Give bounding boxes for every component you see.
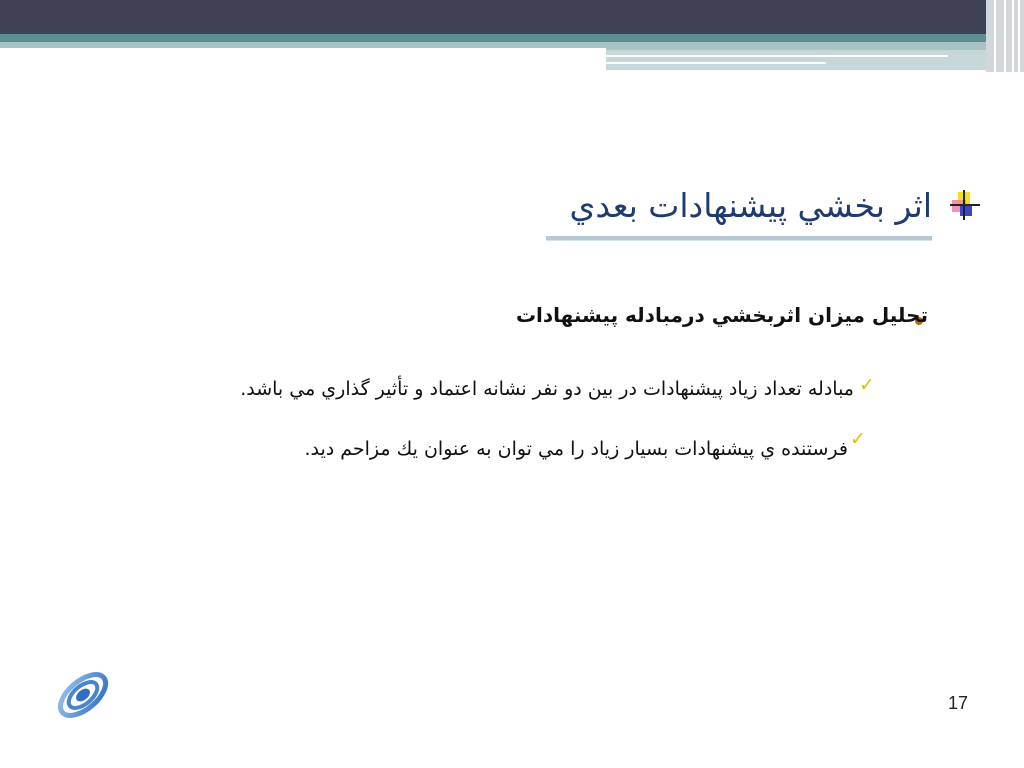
vertical-stripe — [1004, 0, 1006, 72]
header-vertical-stripes — [986, 0, 1024, 72]
slide-title-wrapper — [570, 180, 932, 232]
check-icon: ✓ — [859, 374, 875, 396]
vertical-stripe — [1018, 0, 1020, 72]
header-right-line — [606, 55, 948, 57]
swirl-logo-icon — [55, 666, 111, 724]
page-number: 17 — [948, 693, 969, 713]
vertical-stripe — [1012, 0, 1014, 72]
bullet-text: تحليل ميزان اثربخشي درمبادله پيشنهادات — [515, 303, 928, 327]
header-right-line — [606, 62, 826, 64]
header-white-line — [0, 48, 606, 51]
title-underline — [546, 240, 932, 241]
check-item-text: مبادله تعداد زياد پيشنهادات در بين دو نفر نشانه اعتماد و تأثير گذاري مي باشد. — [240, 378, 854, 400]
decorative-squares-icon — [950, 190, 980, 220]
header-dark-band — [0, 0, 1024, 34]
slide-title: اثر بخشي پيشنهادات بعدي — [569, 186, 932, 225]
check-icon: ✓ — [850, 428, 866, 450]
header-teal-band — [0, 34, 1024, 42]
check-item-text: فرستنده ي پيشنهادات بسيار زياد را مي توان به عنوان يك مزاحم ديد. — [304, 438, 848, 460]
vertical-stripe — [994, 0, 996, 72]
header-right-block — [606, 50, 986, 70]
